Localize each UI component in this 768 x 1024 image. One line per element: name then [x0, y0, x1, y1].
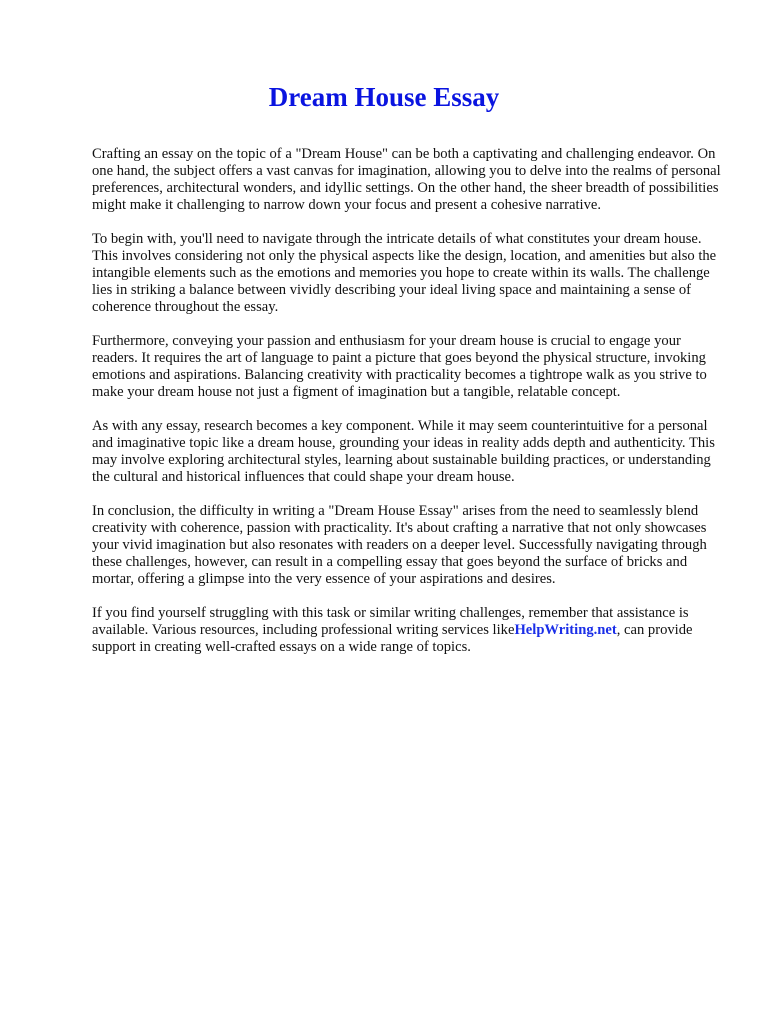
- paragraph-3: Furthermore, conveying your passion and enthusiasm for your dream house is crucial to engage your readers. It requires the art of language to paint a picture that goes beyond the physical structure, invoking emotions and aspirations. Balancing creativity with practicality becomes a tightrope walk as you strive to make your dream house not just a figment of imagination but a tangible, relatable concept.: [92, 333, 707, 400]
- closing-text-after-link: , can provide support in creating well-crafted essays on a wide range of topics.: [92, 622, 693, 655]
- closing-text-before-link: If you find yourself struggling with this task or similar writing challenges, remember that assistance is available. Various resources, including professional writing services like: [92, 605, 689, 638]
- helpwriting-link[interactable]: HelpWriting.net: [514, 622, 617, 638]
- paragraph-4: As with any essay, research becomes a key component. While it may seem counterintuitive for a personal and imaginative topic like a dream house, grounding your ideas in reality adds depth and authenticity. This may involve exploring architectural styles, learning about sustainable building practices, or understanding the cultural and historical influences that could shape your dream house.: [92, 418, 715, 485]
- page-title: Dream House Essay: [268, 82, 500, 112]
- closing-paragraph: [92, 605, 726, 656]
- paragraph-5: In conclusion, the difficulty in writing a "Dream House Essay" arises from the need to seamlessly blend creativity with coherence, passion with practicality. It's about crafting a narrative that not only showcases your vivid imagination but also resonates with readers on a deeper level. Successfully navigating through these challenges, however, can result in a compelling essay that goes beyond the surface of bricks and mortar, offering a glimpse into the very essence of your aspirations and desires.: [92, 503, 707, 587]
- paragraph-2: To begin with, you'll need to navigate through the intricate details of what constitutes your dream house. This involves considering not only the physical aspects like the design, location, and amenities but also the intangible elements such as the emotions and memories you hope to create within its walls. The challenge lies in striking a balance between vividly describing your ideal living space and maintaining a sense of coherence throughout the essay.: [92, 231, 717, 315]
- essay-body: [92, 146, 726, 673]
- paragraph-1: Crafting an essay on the topic of a "Dream House" can be both a captivating and challenging endeavor. On one hand, the subject offers a vast canvas for imagination, allowing you to delve into the realms of personal preferences, architectural wonders, and idyllic settings. On the other hand, the sheer breadth of possibilities might make it challenging to narrow down your focus and present a cohesive narrative.: [92, 146, 721, 213]
